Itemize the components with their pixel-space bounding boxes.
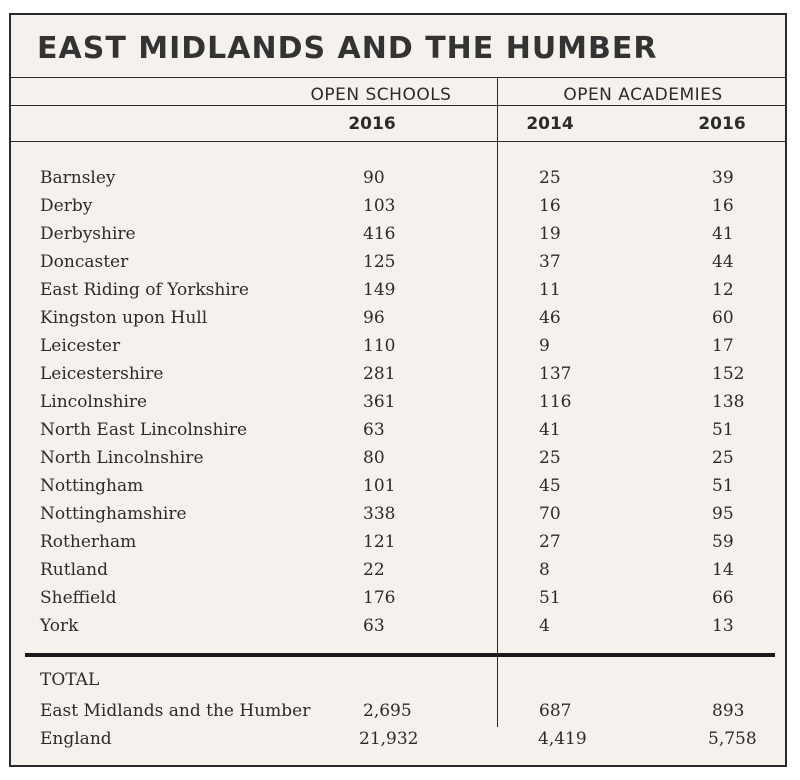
row-academies-2016: 25 [712,448,734,468]
table-row-england-total [11,729,785,757]
row-schools-2016: 96 [363,308,385,328]
open-schools-header: OPEN SCHOOLS [310,85,452,105]
row-schools-2016: 22 [363,560,385,580]
row-academies-2016: 152 [712,364,745,384]
row-schools-2016: 63 [363,420,385,440]
table-row [11,557,785,585]
region-total-academies-2016: 893 [712,701,745,721]
table-row [11,389,785,417]
data-rows [11,165,785,641]
row-schools-2016: 110 [363,336,396,356]
row-academies-2016: 59 [712,532,734,552]
table-row [11,333,785,361]
row-name: Leicestershire [40,364,164,384]
row-academies-2016: 95 [712,504,734,524]
row-academies-2016: 13 [712,616,734,636]
table-row [11,277,785,305]
row-academies-2014: 25 [539,168,561,188]
row-academies-2016: 14 [712,560,734,580]
row-schools-2016: 101 [363,476,396,496]
row-name: Lincolnshire [40,392,148,412]
row-academies-2014: 46 [539,308,561,328]
row-academies-2016: 66 [712,588,734,608]
row-name: Doncaster [40,252,129,272]
row-schools-2016: 281 [363,364,396,384]
row-schools-2016: 176 [363,588,396,608]
row-name: Rotherham [40,532,137,552]
academies-year-2-header: 2016 [698,114,746,134]
row-academies-2016: 138 [712,392,745,412]
row-academies-2014: 41 [539,420,561,440]
row-academies-2016: 44 [712,252,734,272]
row-schools-2016: 361 [363,392,396,412]
row-name: Sheffield [40,588,117,608]
row-academies-2016: 17 [712,336,734,356]
region-total-name: East Midlands and the Humber [40,701,311,721]
row-academies-2016: 41 [712,224,734,244]
england-total-academies-2016: 5,758 [708,729,757,749]
table-row [11,529,785,557]
row-academies-2014: 9 [539,336,550,356]
table-row [11,193,785,221]
table-row [11,501,785,529]
row-academies-2014: 37 [539,252,561,272]
row-academies-2014: 51 [539,588,561,608]
england-total-name: England [40,729,112,749]
row-academies-2016: 51 [712,476,734,496]
header-bottom-divider [11,141,785,142]
row-academies-2016: 39 [712,168,734,188]
row-schools-2016: 103 [363,196,396,216]
table-title: EAST MIDLANDS AND THE HUMBER [37,31,658,66]
table-row [11,361,785,389]
table-row [11,445,785,473]
row-academies-2014: 4 [539,616,550,636]
row-schools-2016: 80 [363,448,385,468]
table-row-region-total [11,701,785,729]
row-schools-2016: 90 [363,168,385,188]
row-schools-2016: 416 [363,224,396,244]
row-academies-2016: 60 [712,308,734,328]
row-name: Nottinghamshire [40,504,187,524]
row-schools-2016: 338 [363,504,396,524]
row-academies-2016: 51 [712,420,734,440]
row-academies-2014: 25 [539,448,561,468]
row-schools-2016: 63 [363,616,385,636]
total-label: TOTAL [40,670,100,690]
schools-year-header: 2016 [348,114,396,134]
row-schools-2016: 149 [363,280,396,300]
row-name: North East Lincolnshire [40,420,248,440]
table-row [11,585,785,613]
regional-table-card [9,13,787,767]
row-name: Derbyshire [40,224,136,244]
table-row [11,249,785,277]
row-academies-2014: 8 [539,560,550,580]
title-divider [11,77,785,78]
totals-divider [25,653,775,657]
row-name: Leicester [40,336,121,356]
table-row [11,613,785,641]
england-total-academies-2014: 4,419 [538,729,587,749]
region-total-schools-2016: 2,695 [363,701,412,721]
row-name: Barnsley [40,168,116,188]
england-total-schools-2016: 21,932 [359,729,419,749]
open-academies-header: OPEN ACADEMIES [563,85,723,105]
row-schools-2016: 121 [363,532,396,552]
row-academies-2014: 27 [539,532,561,552]
table-row [11,417,785,445]
academies-year-1-header: 2014 [526,114,574,134]
row-name: North Lincolnshire [40,448,204,468]
row-academies-2016: 16 [712,196,734,216]
row-name: York [40,616,79,636]
row-academies-2014: 45 [539,476,561,496]
row-academies-2014: 137 [539,364,572,384]
row-name: Kingston upon Hull [40,308,208,328]
row-academies-2016: 12 [712,280,734,300]
row-academies-2014: 19 [539,224,561,244]
row-academies-2014: 116 [539,392,572,412]
table-row [11,165,785,193]
row-academies-2014: 70 [539,504,561,524]
table-row [11,473,785,501]
region-total-academies-2014: 687 [539,701,572,721]
row-academies-2014: 11 [539,280,561,300]
row-name: Derby [40,196,93,216]
table-row [11,221,785,249]
row-name: Nottingham [40,476,144,496]
row-name: East Riding of Yorkshire [40,280,249,300]
group-header-divider [11,105,785,106]
row-schools-2016: 125 [363,252,396,272]
row-academies-2014: 16 [539,196,561,216]
table-row [11,305,785,333]
row-name: Rutland [40,560,108,580]
